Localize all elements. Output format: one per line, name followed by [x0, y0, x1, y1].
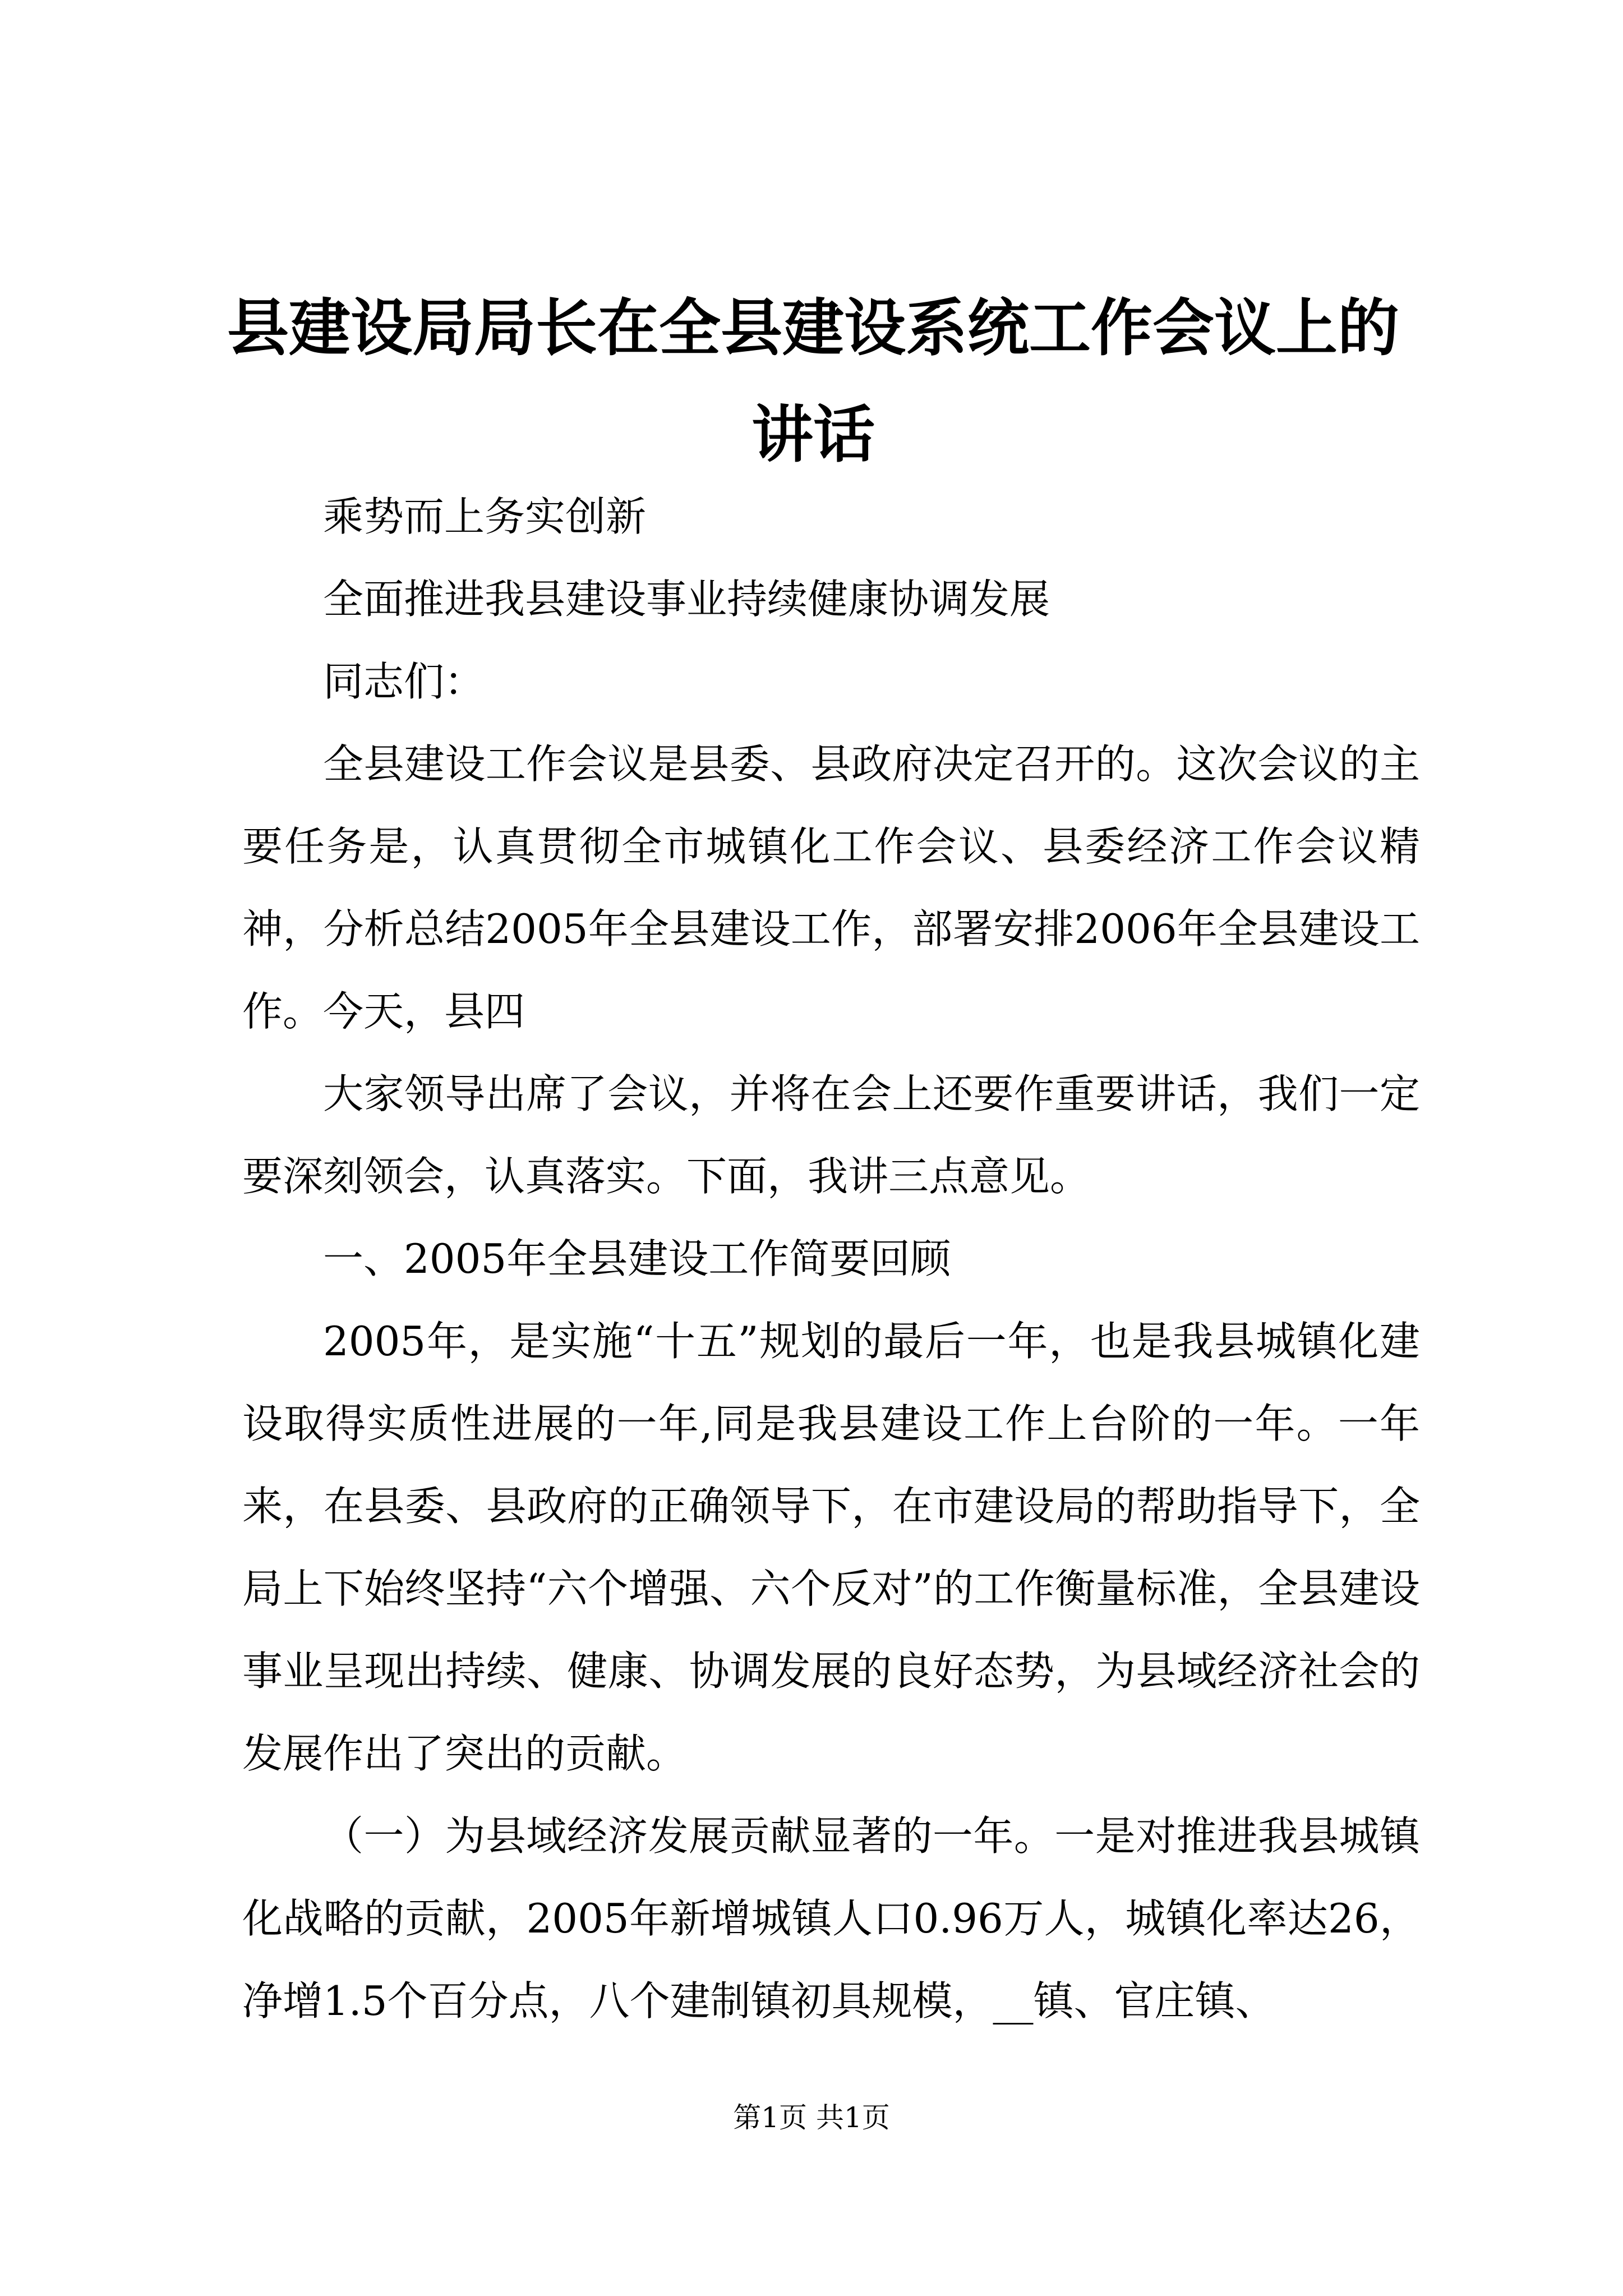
body-paragraph: 2005年，是实施“十五”规划的最后一年，也是我县城镇化建设取得实质性进展的一年,同是我县建设工作上台阶的一年。一年来，在县委、县政府的正确领导下，在市建设局的帮助指导下，全局上下始终坚持“六个增强、六个反对”的工作衡量标准，全县建设事业呈现出持续、健康、协调发展的良好态势，为县域经济社会的发展作出了突出的贡献。	[242, 1318, 1420, 1777]
subtitle-line-2: 全面推进我县建设事业持续健康协调发展	[323, 576, 1050, 623]
salutation: 同志们：	[323, 658, 485, 705]
body-paragraph: 大家领导出席了会议，并将在会上还要作重要讲话，我们一定要深刻领会，认真落实。下面，我讲三点意见。	[242, 1070, 1420, 1200]
subtitle-line-1: 乘势而上务实创新	[323, 493, 647, 540]
page-footer: 第1页 共1页	[733, 2101, 890, 2134]
document-title: 县建设局局长在全县建设系统工作会议上的讲话	[227, 292, 1399, 471]
body-paragraph: 全县建设工作会议是县委、县政府决定召开的。这次会议的主要任务是，认真贯彻全市城镇化工作会议、县委经济工作会议精神，分析总结2005年全县建设工作，部署安排2006年全县建设工作。今天，县四	[242, 740, 1420, 1035]
body-paragraph: （一）为县域经济发展贡献显著的一年。一是对推进我县城镇化战略的贡献，2005年新增城镇人口0.96万人，城镇化率达26，净增1.5个百分点，八个建制镇初具规模，__镇、官庄镇、	[242, 1812, 1420, 2024]
document-body	[242, 476, 1420, 2042]
section-heading: 一、2005年全县建设工作简要回顾	[323, 1235, 951, 1282]
